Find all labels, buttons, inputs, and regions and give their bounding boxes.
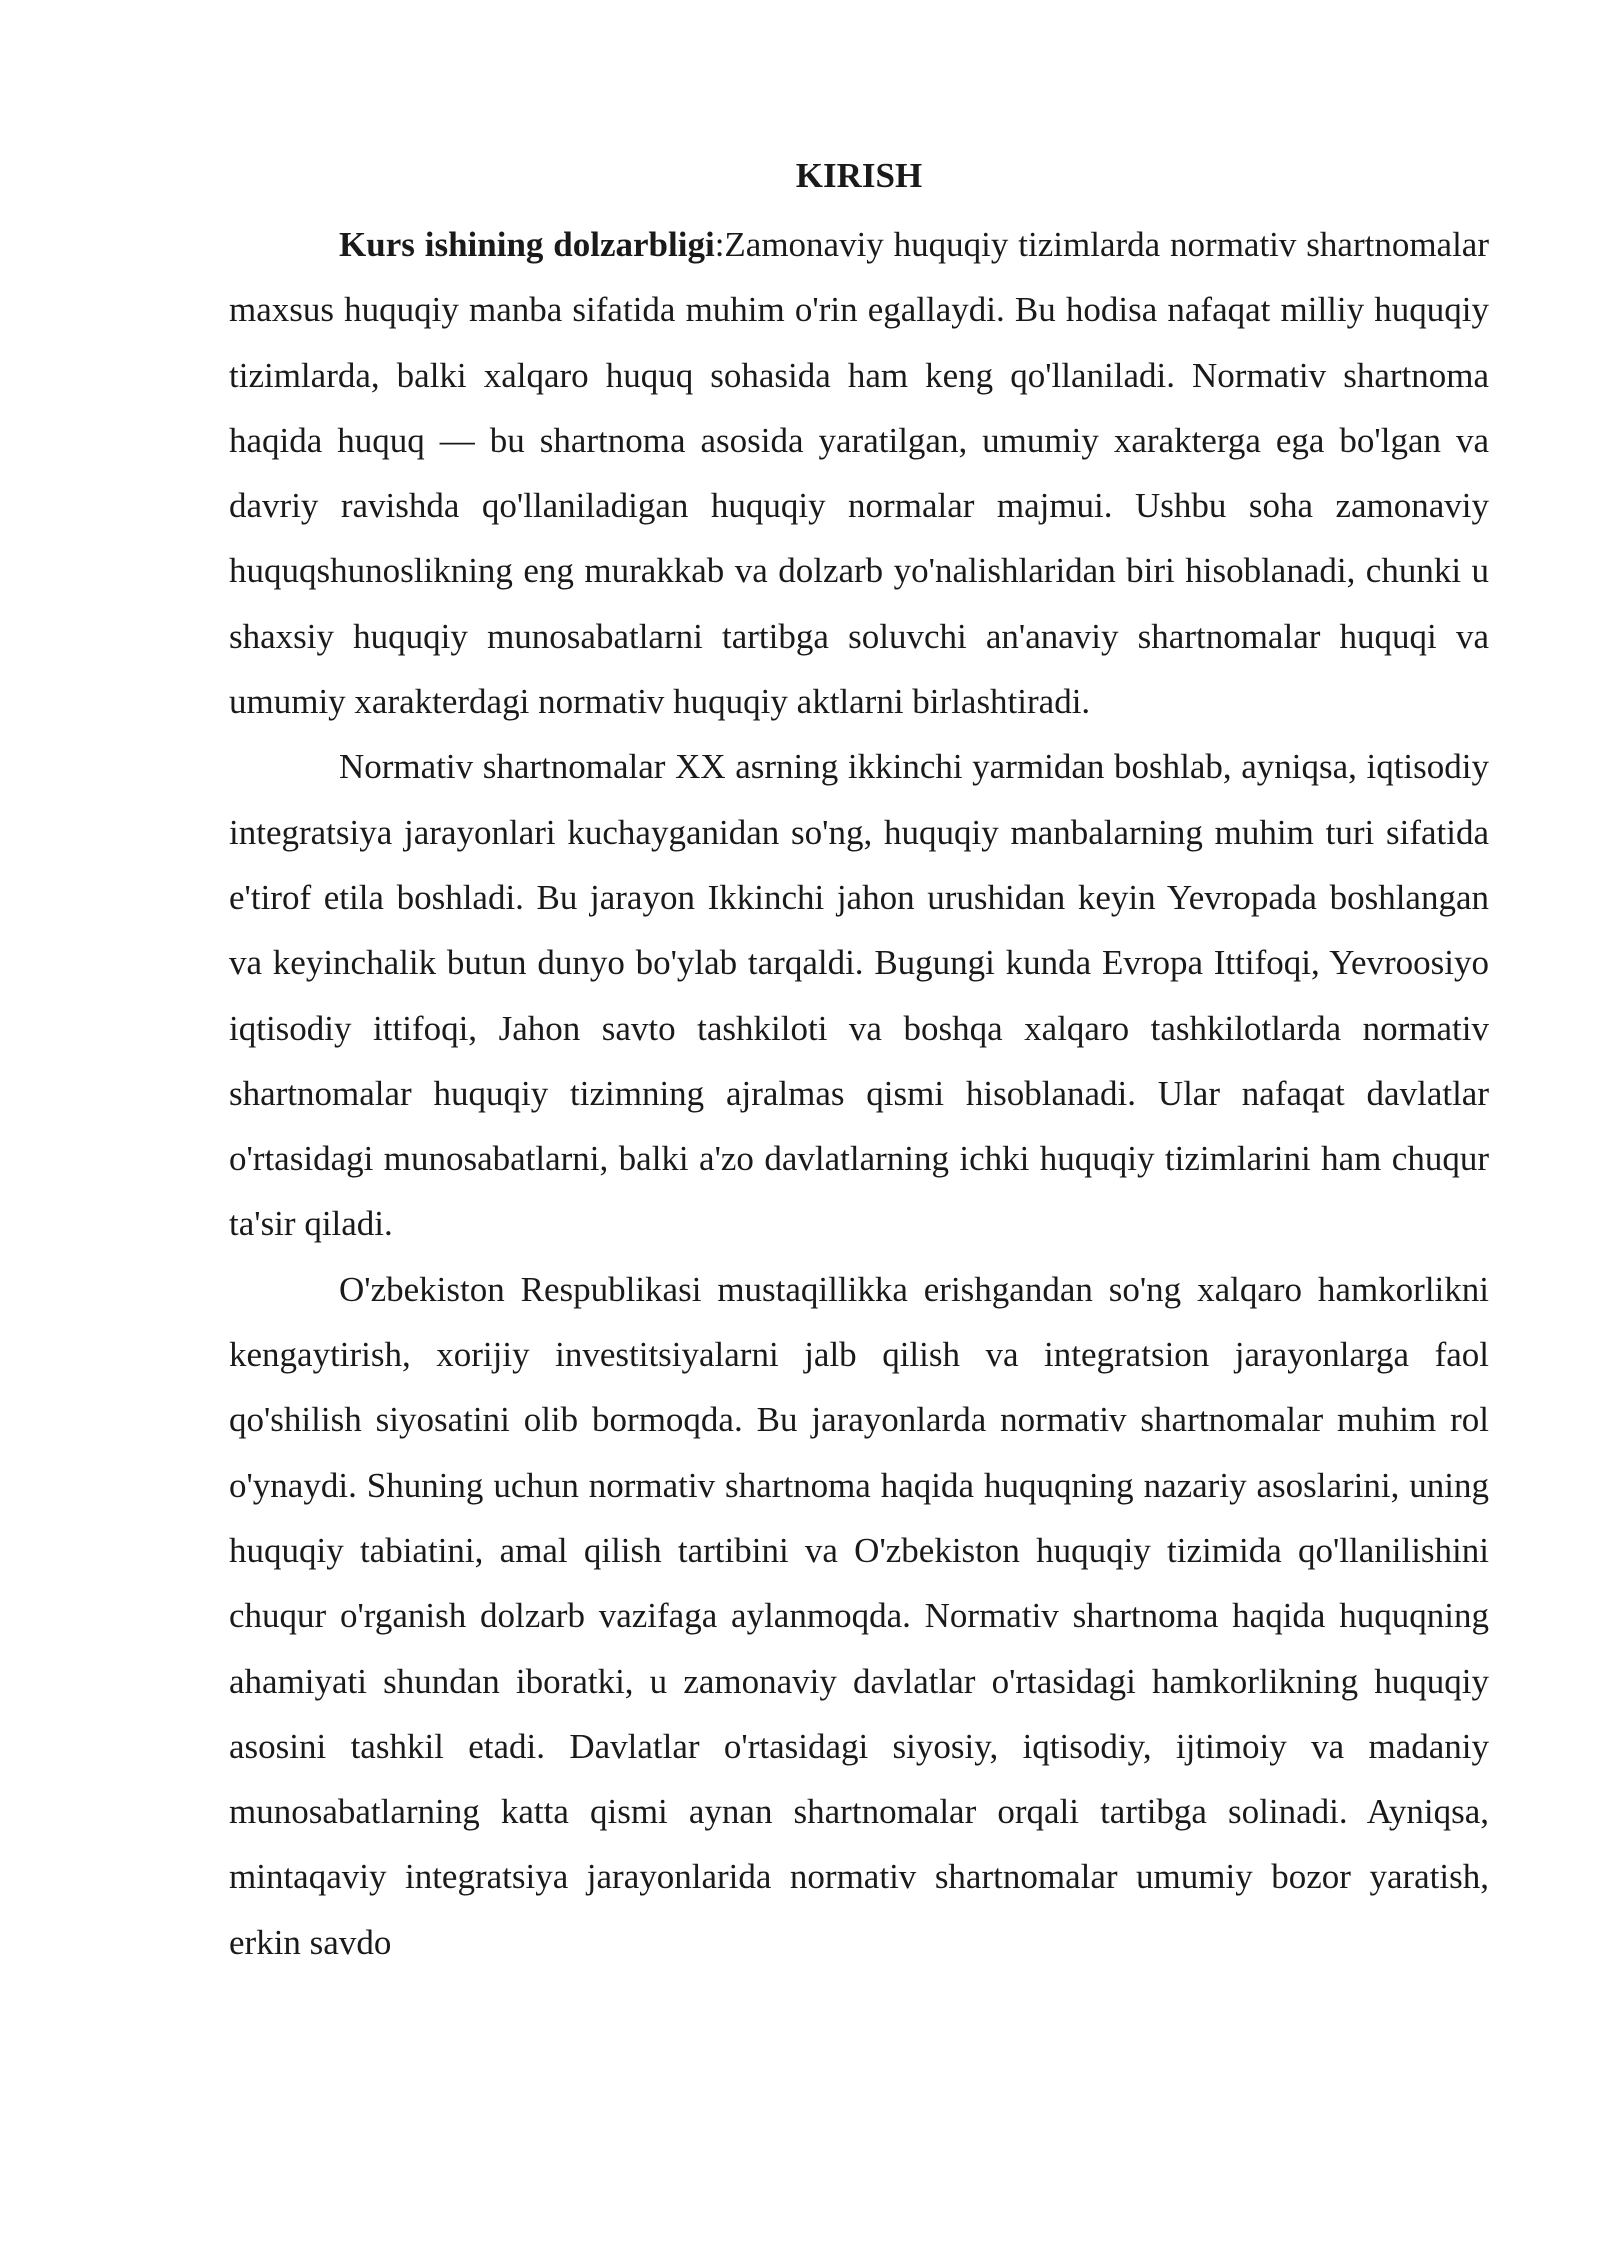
- paragraph-2: Normativ shartnomalar XX asrning ikkinchi yarmidan boshlab, ayniqsa, iqtisodiy integratsiya jarayonlari kuchayganidan so'ng, huquqiy manbalarning muhim turi sifatida e'tirof etila boshladi. Bu jarayon Ikkinchi jahon urushidan keyin Yevropada boshlangan va keyinchalik butun dunyo bo'ylab tarqaldi. Bugungi kunda Evropa Ittifoqi, Yevroosiyo iqtisodiy ittifoqi, Jahon savto tashkiloti va boshqa xalqaro tashkilotlarda normativ shartnomalar huquqiy tizimning ajralmas qismi hisoblanadi. Ular nafaqat davlatlar o'rtasidagi munosabatlarni, balki a'zo davlatlarning ichki huquqiy tizimlarini ham chuqur ta'sir qiladi.: [229, 747, 1489, 1244]
- section-heading: KIRISH: [795, 156, 923, 195]
- paragraph-3: O'zbekiston Respublikasi mustaqillikka erishgandan so'ng xalqaro hamkorlikni kengaytirish, xorijiy investitsiyalarni jalb qilish va integratsion jarayonlarga faol qo'shilish siyosatini olib bormoqda. Bu jarayonlarda normativ shartnomalar muhim rol o'ynaydi. Shuning uchun normativ shartnoma haqida huquqning nazariy asoslarini, uning huquqiy tabiatini, amal qilish tartibini va O'zbekiston huquqiy tizimida qo'llanilishini chuqur o'rganish dolzarb vazifaga aylanmoqda. Normativ shartnoma haqida huquqning ahamiyati shundan iboratki, u zamonaviy davlatlar o'rtasidagi hamkorlikning huquqiy asosini tashkil etadi. Davlatlar o'rtasidagi siyosiy, iqtisodiy, ijtimoiy va madaniy munosabatlarning katta qismi aynan shartnomalar orqali tartibga solinadi. Ayniqsa, mintaqaviy integratsiya jarayonlarida normativ shartnomalar umumiy bozor yaratish, erkin savdo: [229, 1269, 1489, 1962]
- intro-label: Kurs ishining dolzarbligi: [339, 225, 715, 264]
- paragraph-intro: [229, 212, 1489, 734]
- intro-text: :Zamonaviy huquqiy tizimlarda normativ shartnomalar maxsus huquqiy manba sifatida muhim o'rin egallaydi. Bu hodisa nafaqat milliy huquqiy tizimlarda, balki xalqaro huquq sohasida ham keng qo'llaniladi. Normativ shartnoma haqida huquq — bu shartnoma asosida yaratilgan, umumiy xarakterga ega bo'lgan va davriy ravishda qo'llaniladigan huquqiy normalar majmui. Ushbu soha zamonaviy huquqshunoslikning eng murakkab va dolzarb yo'nalishlaridan biri hisoblanadi, chunki u shaxsiy huquqiy munosabatlarni tartibga soluvchi an'anaviy shartnomalar huquqi va umumiy xarakterdagi normativ huquqiy aktlarni birlashtiradi.: [229, 225, 1489, 722]
- document-body: [229, 148, 1489, 1975]
